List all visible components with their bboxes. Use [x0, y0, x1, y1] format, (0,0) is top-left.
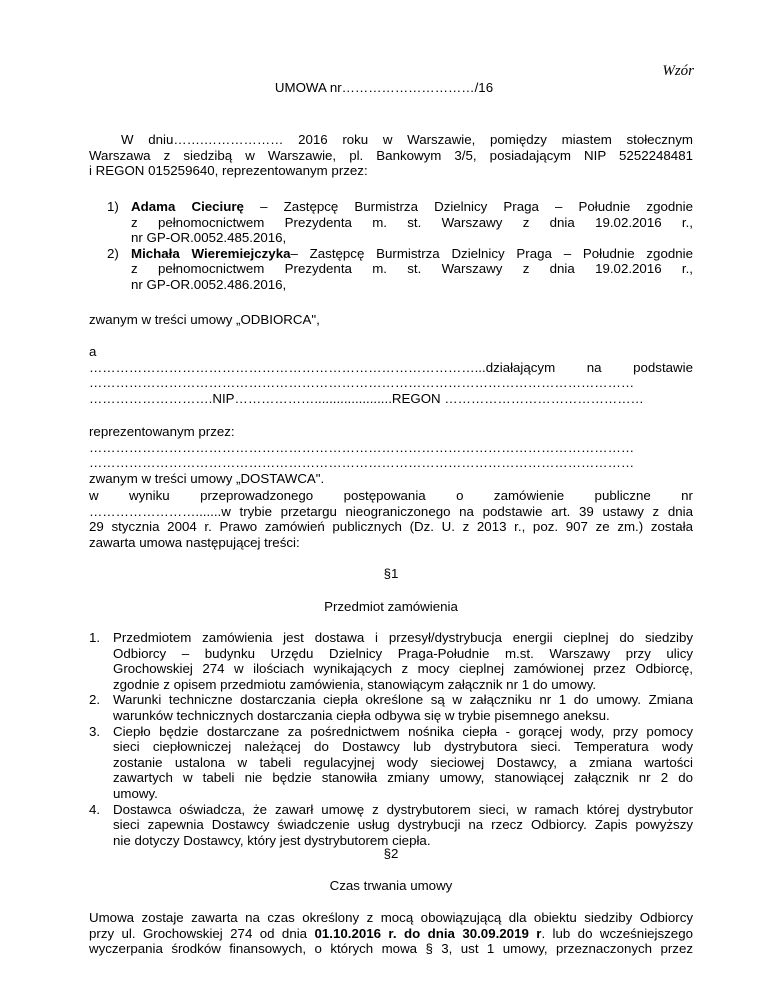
intro-line: i REGON 015259640, reprezentowanym przez:: [89, 163, 368, 179]
template-label: Wzór: [662, 63, 694, 79]
section-1-item: 2. Warunki techniczne dostarczania ciepła określone są w załączniku nr 1 do umowy. Zmiana warunków technicznych dostarczania ciepła odbywa się w trybie pisemnego aneksu.: [89, 692, 693, 723]
section-1-item: 4. Dostawca oświadcza, że zawarł umowę z dystrybutorem sieci, w ramach której dystrybutor sieci zapewnia Dostawcy świadczenie usług dystrybucji na rzecz Odbiorcy. Zapis powyższy nie dotyczy Dostawcy, który jest dystrybutorem ciepła.: [89, 801, 693, 848]
section-1-item: 3. Ciepło będzie dostarczane za pośrednictwem nośnika ciepła - gorącej wody, przy pomocy sieci ciepłowniczej należącej do Dostawcy lub dystrybutora sieci. Temperatura wody zostanie ustalona w tabeli regulacyjnej wody sieciowej Dostawcy, a zmiana wartości zawartych w tabeli nie będzie stanowiła zmiany umowy, stanowiącej załącznik nr 2 do umowy.: [89, 723, 693, 801]
section-1-symbol: §1: [383, 566, 399, 581]
representative-item: 2) Michała Wieremiejczyka– Zastępcę Burmistrza Dzielnicy Praga – Południe zgodnie z pełnomocnictwem Prezydenta m. st. Warszawy z dnia 19.02.2016 r., nr GP-OR.0052.486.2016,: [107, 245, 693, 292]
section-2-symbol: §2: [383, 846, 399, 861]
section-1-heading: Przedmiot zamówienia: [324, 599, 458, 614]
representatives-list: [107, 199, 693, 293]
representative-item: 1) Adama Cieciurę – Zastępcę Burmistrza Dzielnicy Praga – Południe zgodnie z pełnomocnictwem Prezydenta m. st. Warszawy z dnia 19.02.2016 r., nr GP-OR.0052.485.2016,: [107, 199, 694, 246]
dostawca-line: zwanym w treści umowy „DOSTAWCA".: [89, 470, 325, 486]
odbiorca-line: zwanym w treści umowy „ODBIORCA",: [89, 312, 320, 327]
representative-name: Adama Cieciurę: [131, 199, 244, 214]
representative-name: Michała Wieremiejczyka: [131, 245, 291, 261]
contract-title: UMOWA nr…………………………/16: [274, 80, 494, 95]
contract-period: 01.10.2016 r. do dnia 30.09.2019 r: [314, 925, 542, 941]
section-2-paragraph: Umowa zostaje zawarta na czas określony z mocą obowiązującą dla obiektu siedziby Odbiorcy przy ul. Grochowskiej 274 od dnia 01.10.2016 r. do dnia 30.09.2019 r. lub do wcześniejszego wyczerpania środków finansowych, o których mowa § 3, ust 1 umowy, przeznaczonych przez: [89, 910, 693, 957]
section-1-list: [89, 630, 693, 848]
intro-line: Warszawa z siedzibą w Warszawie, pl. Bankowym 3/5, posiadającym NIP 5252248481: [89, 147, 693, 163]
intro-line: W dniu…….……………… 2016 roku w Warszawie, pomiędzy miastem stołecznym: [121, 132, 693, 147]
section-1-item: 1. Przedmiotem zamówienia jest dostawa i przesył/dystrybucja energii cieplnej do siedziby Odbiorcy – budynku Urzędu Dzielnicy Praga-Południe m.st. Warszawy przy ulicy Grochowskiej 274 w ilościach wynikających z mocy cieplnej zamówionej przez Odbiorcę, zgodnie z opisem przedmiotu zamówienia, stanowiącym załącznik nr 1 do umowy.: [89, 630, 693, 692]
contractor-block: a ……………………………………………………………………………...działającym na podstawie …………………………………………………………………………………………………………… ……………………….NIP……………….....................REGON ………………………………………: [89, 344, 693, 406]
procurement-paragraph: w wyniku przeprowadzonego postępowania o zamówienie publiczne nr …………………….......w trybie przetargu nieograniczonego na podstawie art. 39 ustawy z dnia 29 stycznia 2004 r. Prawo zamówień publicznych (Dz. U. z 2013 r., poz. 907 ze zm.) została zawarta umowa następującej treści:: [89, 488, 693, 550]
contractor-representation: reprezentowanym przez: …………………………………………………………………………………………………………… …………………………………………………………………………………………………………… zwanym w treści umowy „DOSTAWCA".: [89, 424, 693, 486]
intro-paragraph: [89, 132, 693, 179]
section-2-heading: Czas trwania umowy: [329, 878, 453, 893]
